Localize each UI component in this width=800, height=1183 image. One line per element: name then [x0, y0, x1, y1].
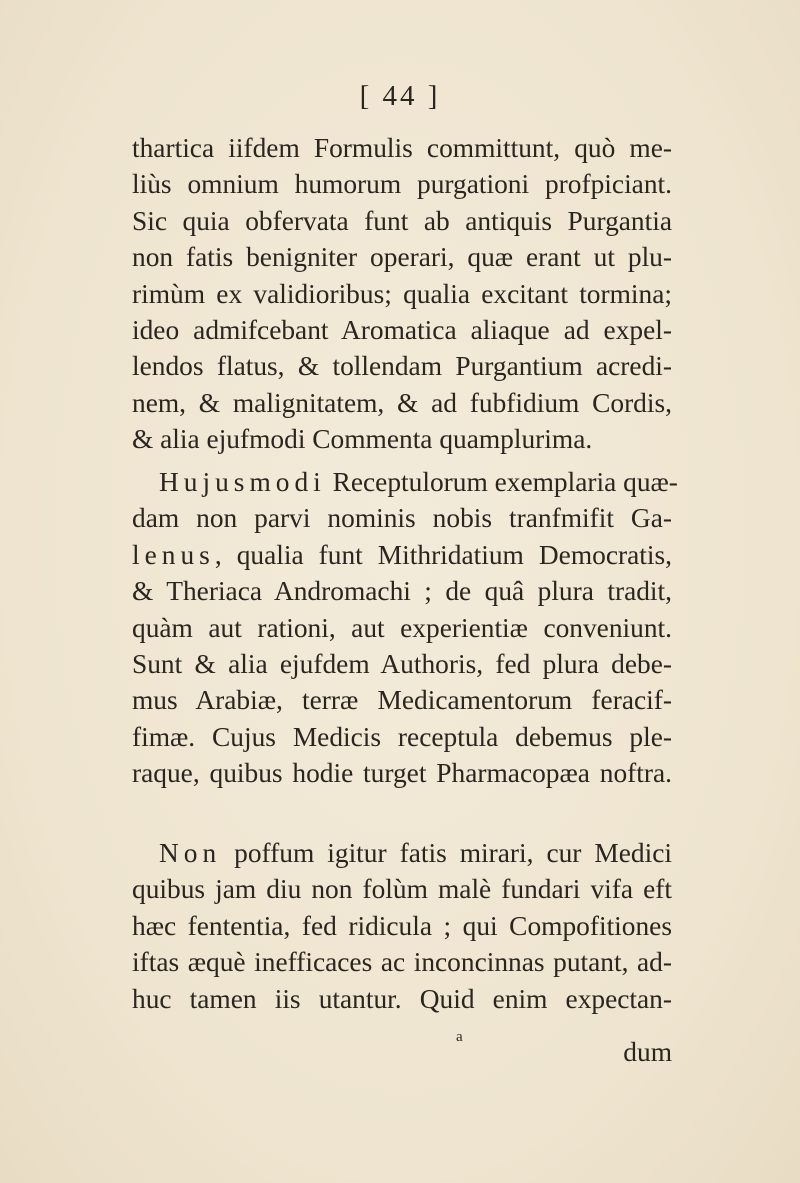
- smallcaps-word: Non: [159, 838, 222, 868]
- text-line: liùs omnium humorum purgationi profpiciant.: [132, 169, 672, 200]
- text-line: thartica iifdem Formulis committunt, quò me-: [132, 133, 672, 163]
- text-line: lendos flatus, & tollendam Purgantium acredi-: [132, 351, 672, 382]
- smallcaps-word: Hujusmodi: [159, 467, 326, 497]
- text-line: nem, & malignitatem, & ad fubfidium Cordis,: [132, 387, 672, 418]
- signature-mark: a: [456, 1029, 463, 1045]
- text-line: fimæ. Cujus Medicis receptula debemus ple-: [132, 721, 672, 752]
- text-run: , qualia funt Mithridatium Democratis,: [214, 539, 672, 570]
- text-line: quàm aut rationi, aut experientiæ conveniunt.: [132, 612, 672, 643]
- text-run: poffum igitur fatis mirari, cur Medici: [221, 838, 672, 868]
- text-line: mus Arabiæ, terræ Medicamentorum feracif-: [132, 685, 672, 716]
- text-line: & Theriaca Andromachi ; de quâ plura tradit,: [132, 576, 672, 607]
- text-line: hæc fententia, fed ridicula ; qui Compofitiones: [132, 910, 672, 941]
- text-line: Sunt & alia ejufdem Authoris, fed plura debe-: [132, 649, 672, 680]
- text-line: [132, 537, 672, 573]
- text-line: quibus jam diu non folùm malè fundari vifa eft: [132, 874, 672, 905]
- paragraph-3: [132, 835, 672, 1017]
- text-line: raque, quibus hodie turget Pharmacopæa noftra.: [132, 758, 672, 789]
- text-line: Sic quia obfervata funt ab antiquis Purgantia: [132, 205, 672, 236]
- text-line: [132, 835, 672, 871]
- text-line: huc tamen iis utantur. Quid enim expectan-: [132, 983, 672, 1014]
- text-line: ideo admifcebant Aromatica aliaque ad expel-: [132, 315, 672, 346]
- text-run: Receptulorum exemplaria quæ-: [325, 467, 678, 497]
- paragraph-2: [132, 464, 678, 792]
- text-line: non fatis benigniter operari, quæ erant ut plu-: [132, 242, 672, 273]
- text-line: rimùm ex validioribus; qualia excitant tormina;: [132, 278, 672, 309]
- text-line: [132, 464, 678, 500]
- smallcaps-word: lenus: [132, 539, 215, 570]
- paragraph-1: [132, 130, 672, 458]
- page-number: [ 44 ]: [359, 80, 441, 112]
- text-line: dam non parvi nominis nobis tranfmifit Ga-: [132, 503, 672, 534]
- text-line: & alia ejufmodi Commenta quamplurima.: [132, 424, 593, 455]
- text-line: iftas æquè inefficaces ac inconcinnas putant, ad-: [132, 947, 672, 978]
- catchword: dum: [623, 1037, 672, 1067]
